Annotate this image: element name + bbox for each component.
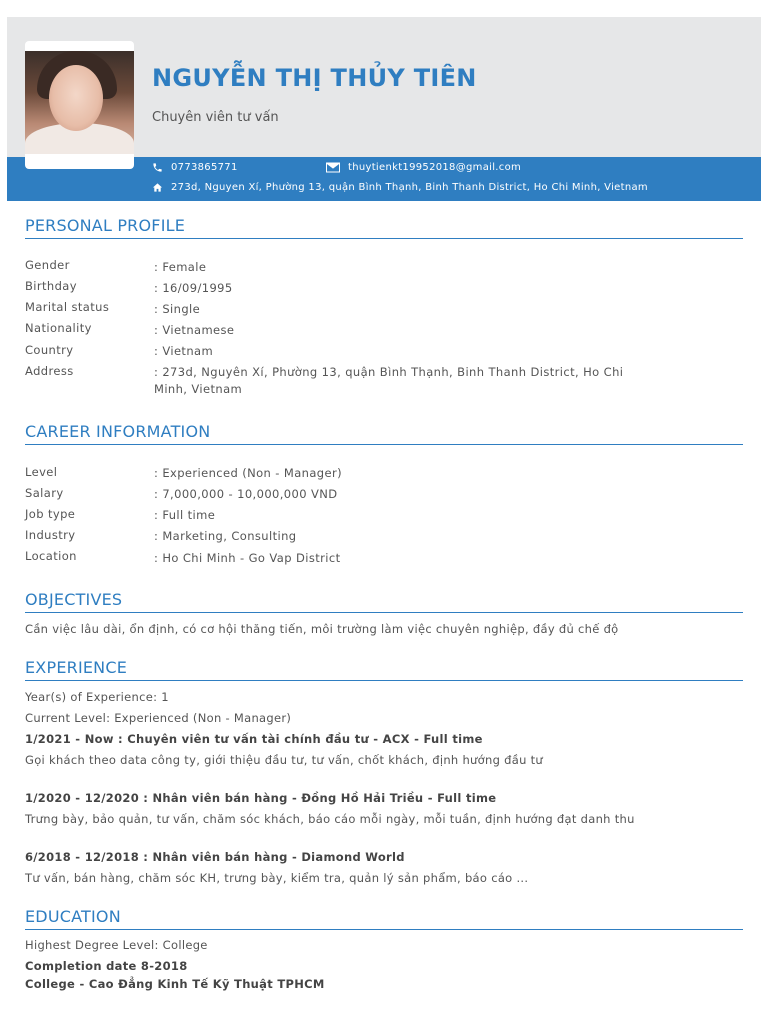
job-heading: 1/2021 - Now : Chuyên viên tư vấn tài chính đầu tư - ACX - Full time: [25, 732, 483, 746]
profile-label-gender: Gender: [25, 258, 70, 272]
section-divider: [25, 612, 743, 613]
section-title-career-information: CAREER INFORMATION: [25, 422, 211, 441]
profile-value-birthday: : 16/09/1995: [154, 281, 233, 295]
section-title-personal-profile: PERSONAL PROFILE: [25, 216, 186, 235]
career-value-job-type: : Full time: [154, 508, 216, 522]
experience-years: Year(s) of Experience: 1: [25, 690, 169, 704]
career-label-salary: Salary: [25, 486, 64, 500]
candidate-name: NGUYỄN THỊ THỦY TIÊN: [152, 64, 477, 92]
job-heading: 1/2020 - 12/2020 : Nhân viên bán hàng - Đồng Hồ Hải Triều - Full time: [25, 791, 497, 805]
profile-label-country: Country: [25, 343, 74, 357]
email-address: thuytienkt19952018@gmail.com: [348, 162, 522, 173]
address-text: 273d, Nguyen Xí, Phường 13, quận Bình Thạnh, Binh Thanh District, Ho Chi Minh, Vietnam: [171, 182, 648, 193]
profile-value-country: : Vietnam: [154, 344, 214, 358]
job-description: Trưng bày, bảo quản, tư vấn, chăm sóc khách, báo cáo mỗi ngày, mỗi tuần, định hướng đạt danh thu: [25, 812, 635, 826]
career-label-job-type: Job type: [25, 507, 76, 521]
contact-email[interactable]: [326, 162, 521, 173]
education-school: College - Cao Đẳng Kinh Tế Kỹ Thuật TPHCM: [25, 977, 325, 991]
career-label-industry: Industry: [25, 528, 76, 542]
section-title-education: EDUCATION: [25, 907, 121, 926]
section-title-objectives: OBJECTIVES: [25, 590, 123, 609]
education-completion-date: Completion date 8-2018: [25, 959, 188, 973]
profile-label-address: Address: [25, 364, 74, 378]
home-icon: [152, 182, 163, 193]
experience-current-level: Current Level: Experienced (Non - Manager): [25, 711, 292, 725]
job-description: Tư vấn, bán hàng, chăm sóc KH, trưng bày, kiểm tra, quản lý sản phẩm, báo cáo ...: [25, 871, 529, 885]
profile-value-marital-status: : Single: [154, 302, 201, 316]
section-divider: [25, 238, 743, 239]
avatar: [25, 51, 134, 154]
objectives-text: Cần việc lâu dài, ổn định, có cơ hội thăng tiến, môi trường làm việc chuyên nghiệp, đầy đủ chế độ: [25, 622, 619, 636]
contact-address: [152, 182, 648, 193]
job-description: Gọi khách theo data công ty, giới thiệu đầu tư, tư vấn, chốt khách, định hướng đầu tư: [25, 753, 544, 767]
career-label-level: Level: [25, 465, 58, 479]
education-degree: Highest Degree Level: College: [25, 938, 208, 952]
job-heading: 6/2018 - 12/2018 : Nhân viên bán hàng - Diamond World: [25, 850, 405, 864]
career-label-location: Location: [25, 549, 77, 563]
profile-label-nationality: Nationality: [25, 321, 92, 335]
profile-value-address: : 273d, Nguyên Xí, Phường 13, quận Bình Thạnh, Binh Thanh District, Ho Chi Minh, Vietnam: [154, 365, 624, 396]
contact-phone[interactable]: [152, 162, 238, 173]
career-value-location: : Ho Chi Minh - Go Vap District: [154, 551, 341, 565]
profile-label-birthday: Birthday: [25, 279, 77, 293]
profile-label-marital-status: Marital status: [25, 300, 110, 314]
job-title: Chuyên viên tư vấn: [152, 110, 279, 125]
career-value-salary: : 7,000,000 - 10,000,000 VND: [154, 487, 338, 501]
phone-icon: [152, 162, 163, 173]
profile-value-nationality: : Vietnamese: [154, 323, 235, 337]
profile-photo: [25, 41, 134, 169]
section-divider: [25, 929, 743, 930]
section-divider: [25, 444, 743, 445]
career-value-level: : Experienced (Non - Manager): [154, 466, 342, 480]
career-value-industry: : Marketing, Consulting: [154, 529, 297, 543]
phone-number: 0773865771: [171, 162, 238, 173]
section-divider: [25, 680, 743, 681]
section-title-experience: EXPERIENCE: [25, 658, 128, 677]
envelope-icon: [326, 162, 340, 173]
profile-value-gender: : Female: [154, 260, 207, 274]
